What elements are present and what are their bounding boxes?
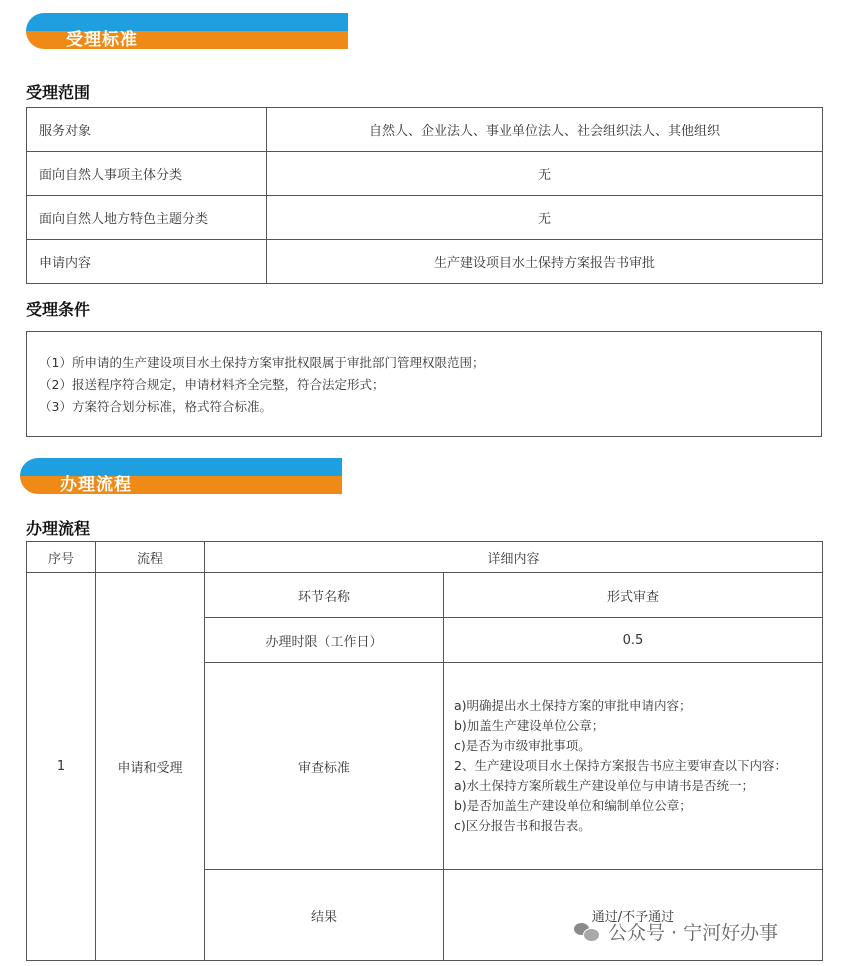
process-title: 办理流程	[26, 519, 91, 538]
criteria-line: 2、生产建设项目水土保持方案报告书应主要审查以下内容：	[454, 758, 787, 773]
criteria-line: c)区分报告书和报告表。	[454, 818, 591, 833]
row-seq: 1	[27, 573, 96, 961]
banner-label: 办理流程	[60, 475, 132, 495]
conditions-box	[26, 331, 822, 437]
section-banner-process	[20, 458, 342, 494]
header-seq: 序号	[27, 542, 96, 573]
scope-key: 面向自然人事项主体分类	[27, 152, 267, 196]
table-row	[27, 573, 823, 618]
watermark-text: 公众号 · 宁河好办事	[608, 921, 779, 944]
condition-item: （2）报送程序符合规定，申请材料齐全完整，符合法定形式；	[39, 377, 385, 392]
scope-key: 服务对象	[27, 108, 267, 152]
time-limit-value: 0.5	[444, 618, 823, 663]
scope-table	[26, 107, 823, 284]
table-row	[27, 196, 823, 240]
header-flow: 流程	[96, 542, 205, 573]
criteria-label: 审查标准	[205, 663, 444, 870]
scope-value: 无	[267, 196, 823, 240]
scope-title: 受理范围	[26, 83, 91, 102]
criteria-line: a)明确提出水土保持方案的审批申请内容；	[454, 698, 692, 713]
scope-value: 无	[267, 152, 823, 196]
condition-item: （1）所申请的生产建设项目水土保持方案审批权限属于审批部门管理权限范围；	[39, 355, 485, 370]
result-value: 通过/不予通过	[444, 870, 823, 961]
row-flow: 申请和受理	[96, 573, 205, 961]
table-row	[27, 108, 823, 152]
watermark	[574, 916, 778, 946]
criteria-line: b)加盖生产建设单位公章；	[454, 718, 605, 733]
scope-key: 申请内容	[27, 240, 267, 284]
process-table	[26, 541, 823, 961]
step-name-value: 形式审查	[444, 573, 823, 618]
criteria-detail	[444, 663, 823, 870]
criteria-line: c)是否为市级审批事项。	[454, 738, 591, 753]
table-row	[27, 240, 823, 284]
time-limit-label: 办理时限（工作日）	[205, 618, 444, 663]
criteria-line: a)水土保持方案所载生产建设单位与申请书是否统一；	[454, 778, 755, 793]
scope-value: 生产建设项目水土保持方案报告书审批	[267, 240, 823, 284]
criteria-line: b)是否加盖生产建设单位和编制单位公章；	[454, 798, 692, 813]
header-detail: 详细内容	[205, 542, 823, 573]
banner-label: 受理标准	[66, 30, 138, 50]
result-label: 结果	[205, 870, 444, 961]
scope-value: 自然人、企业法人、事业单位法人、社会组织法人、其他组织	[267, 108, 823, 152]
table-header-row	[27, 542, 823, 573]
condition-item: （3）方案符合划分标准，格式符合标准。	[39, 399, 272, 414]
table-row	[27, 152, 823, 196]
step-name-label: 环节名称	[205, 573, 444, 618]
scope-key: 面向自然人地方特色主题分类	[27, 196, 267, 240]
section-banner-acceptance	[26, 13, 348, 49]
wechat-icon	[574, 921, 600, 941]
conditions-title: 受理条件	[26, 300, 91, 319]
